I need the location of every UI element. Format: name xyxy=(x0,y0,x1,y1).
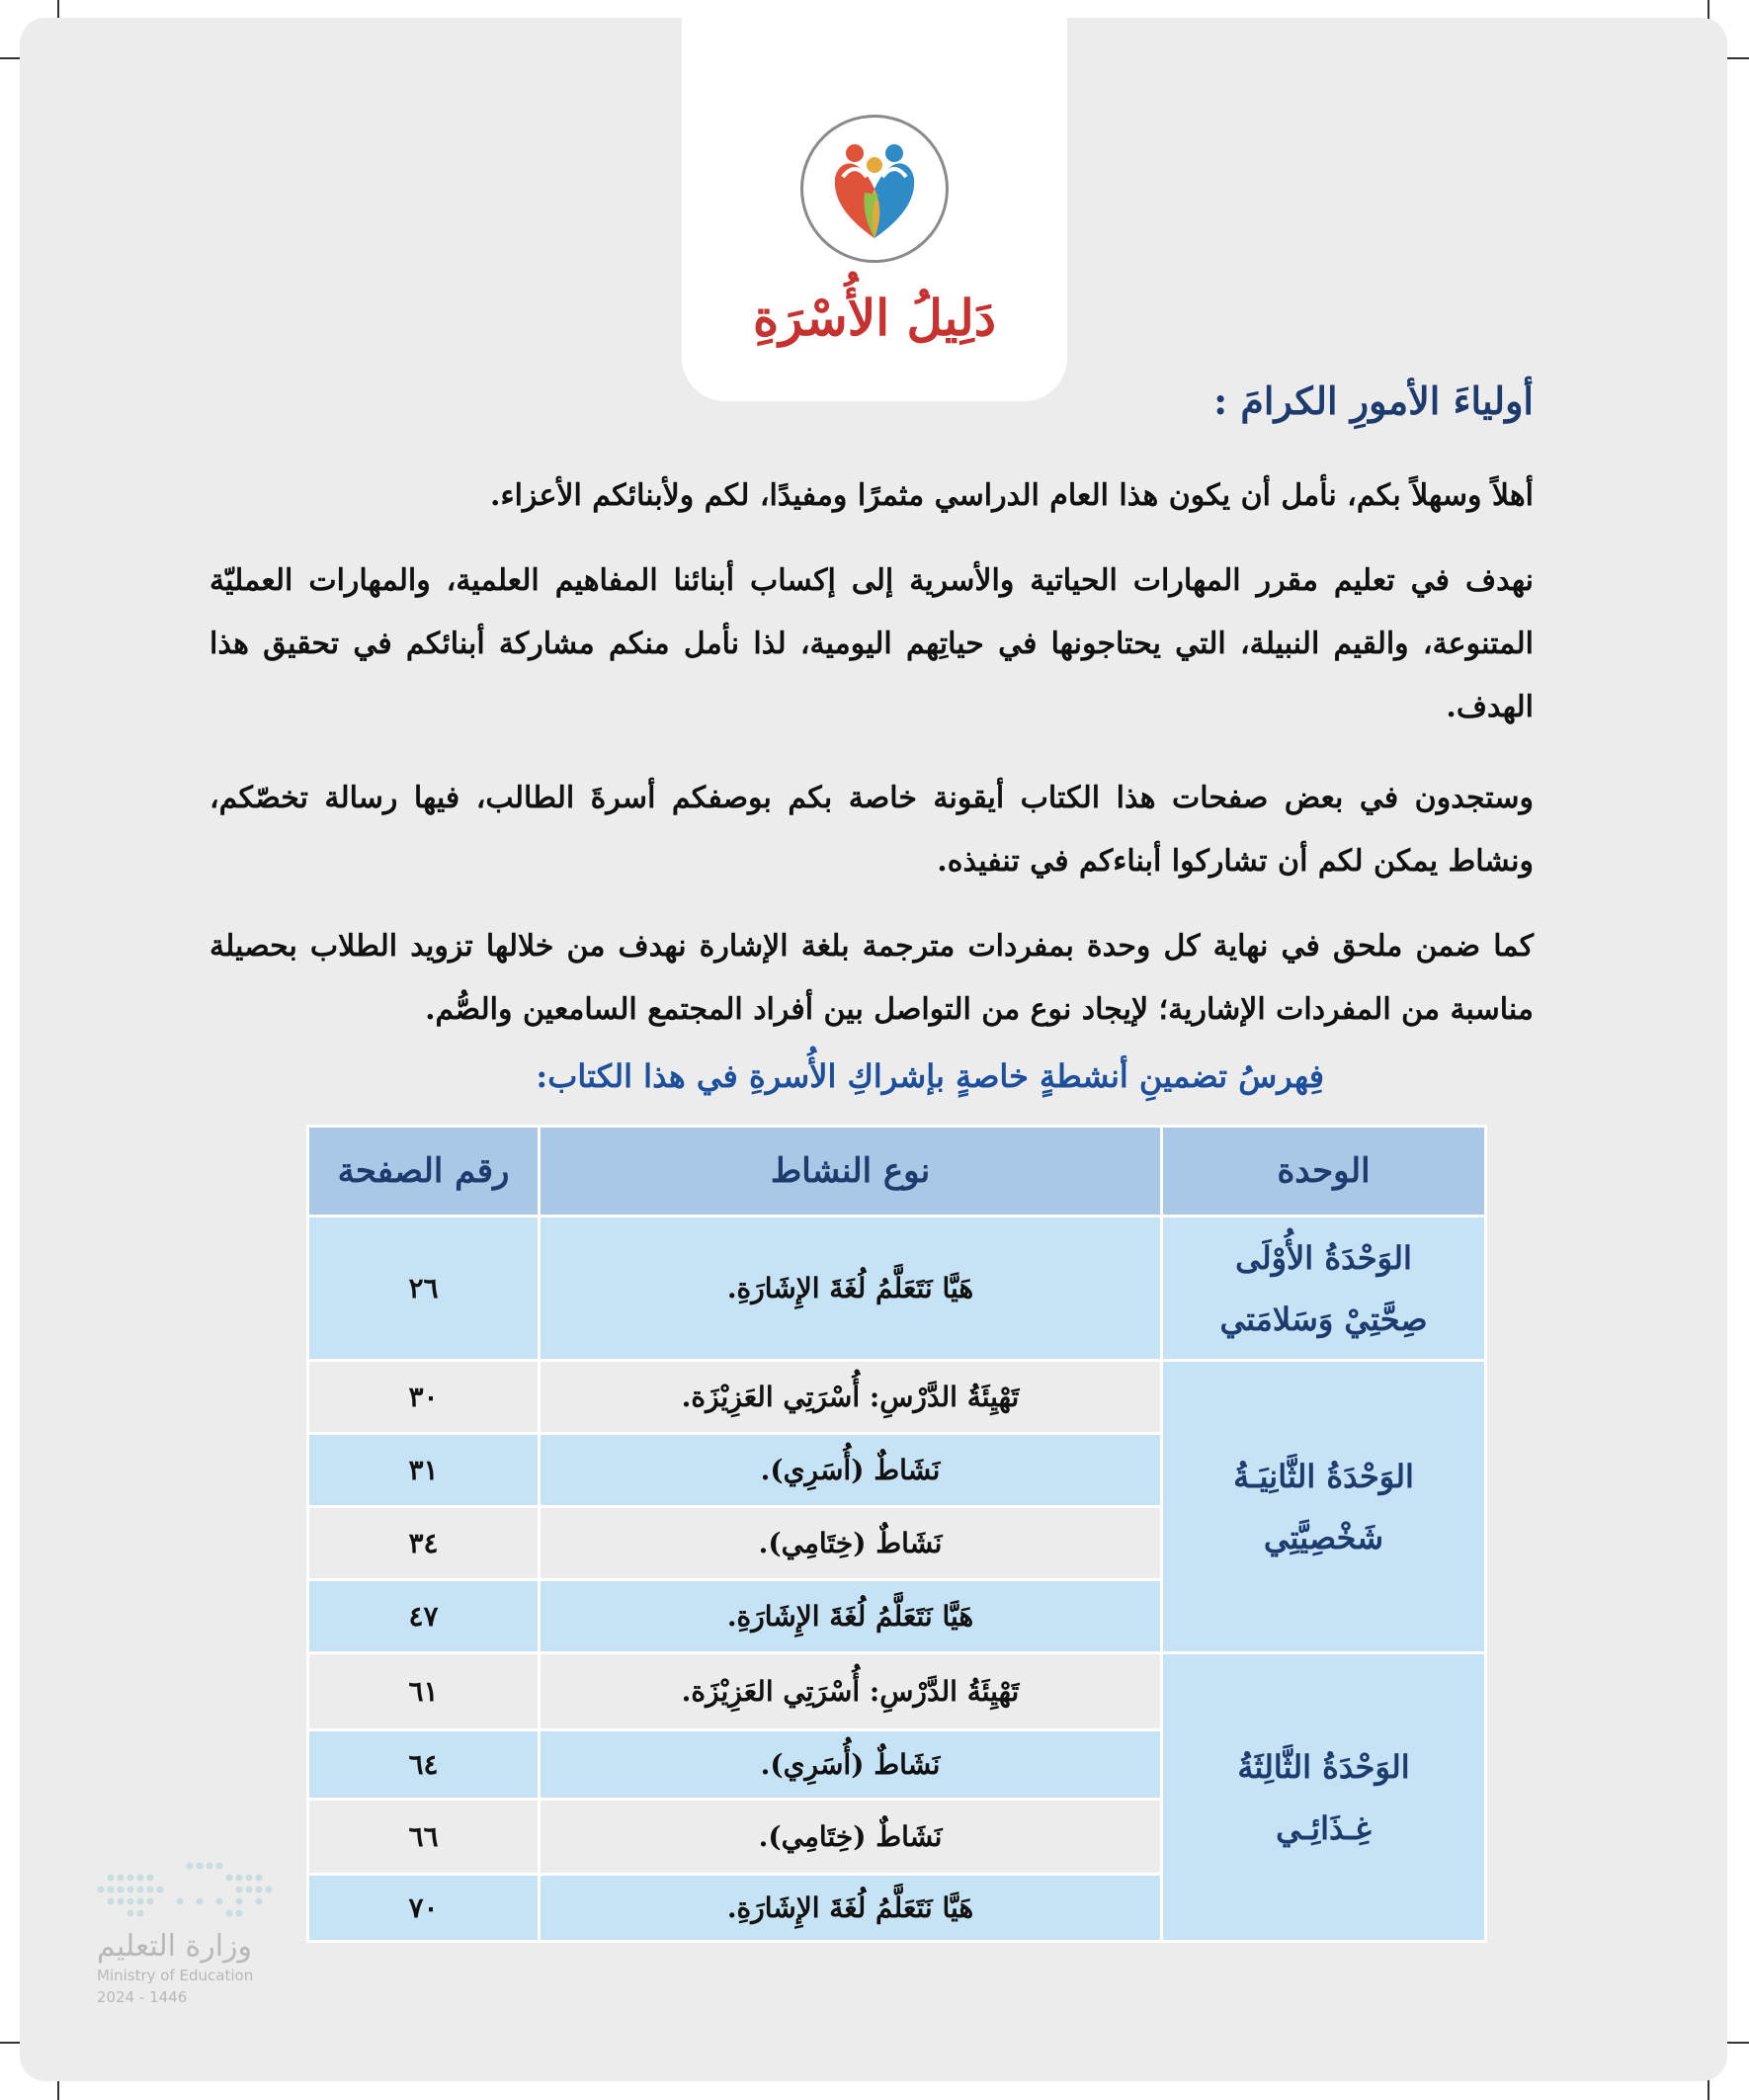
family-heart-logo xyxy=(800,115,949,263)
activity-cell: هَيَّا نَتَعَلَّمُ لُغَةَ الإِشَارَةِ. xyxy=(540,1580,1162,1653)
unit-cell xyxy=(1162,1653,1486,1942)
table-row xyxy=(308,1653,1486,1730)
page-title: دَلِيلُ الأُسْرَةِ xyxy=(753,289,996,347)
activity-cell: نَشَاطٌ (خِتَامِي). xyxy=(540,1800,1162,1875)
ministry-name-english: Ministry of Education xyxy=(97,1967,254,1984)
edition-year: 2024 - 1446 xyxy=(97,1988,188,2006)
letter-paragraph: كما ضمن ملحق في نهاية كل وحدة بمفردات مترجمة بلغة الإشارة نهدف من خلالها تزويد الطلاب بحصيلة مناسبة من المفردات الإشارية؛ لإيجاد نوع من التواصل بين أفراد المجتمع السامعين والصُّم. xyxy=(209,929,1534,1027)
page-number-cell: ٤٧ xyxy=(308,1580,540,1653)
unit-cell xyxy=(1162,1217,1486,1361)
table-row xyxy=(308,1217,1486,1361)
unit-cell xyxy=(1162,1361,1486,1653)
activity-index-table xyxy=(306,1125,1487,1943)
column-header: الوحدة xyxy=(1162,1127,1486,1217)
page-number-cell: ٦١ xyxy=(308,1653,540,1730)
activity-cell: نَشَاطٌ (أُسَرِي). xyxy=(540,1730,1162,1800)
page-number-cell: ٦٦ xyxy=(308,1800,540,1875)
page-number-cell: ٢٦ xyxy=(308,1217,540,1361)
unit-subtitle: غِـذَائِـي xyxy=(1276,1808,1372,1847)
letter-paragraph: نهدف في تعليم مقرر المهارات الحياتية والأسرية إلى إكساب أبنائنا المفاهيم العلمية، والمهارات العمليّة المتنوعة، والقيم النبيلة، التي يحتاجونها في حياتِهم اليومية، لذا نأمل منكم مشاركة أبنائكم في تحقيق هذا الهدف. xyxy=(209,563,1534,724)
index-title: فِهرسُ تضمينِ أنشطةٍ خاصةٍ بإشراكِ الأُسرةِ في هذا الكتاب: xyxy=(536,1057,1324,1095)
activity-cell: هَيَّا نَتَعَلَّمُ لُغَةَ الإِشَارَةِ. xyxy=(540,1217,1162,1361)
unit-name: الوَحْدَةُ الثَّالِثَةُ xyxy=(1237,1747,1410,1786)
page-number-cell: ٣١ xyxy=(308,1434,540,1507)
activity-cell: هَيَّا نَتَعَلَّمُ لُغَةَ الإِشَارَةِ. xyxy=(540,1875,1162,1942)
unit-subtitle: صِحَّتِيْ وَسَلامَتي xyxy=(1219,1300,1428,1338)
page-number-cell: ٦٤ xyxy=(308,1730,540,1800)
table-header-row xyxy=(308,1127,1486,1217)
unit-name: الوَحْدَةُ الثَّانِيَـةُ xyxy=(1233,1457,1414,1495)
activity-cell: نَشَاطٌ (أُسَرِي). xyxy=(540,1434,1162,1507)
page-number-cell: ٣٠ xyxy=(308,1361,540,1434)
letter-paragraph: أهلاً وسهلاً بكم، نأمل أن يكون هذا العام الدراسي مثمرًا ومفيدًا، لكم ولأبنائكم الأعزاء. xyxy=(490,478,1534,513)
activity-cell: تَهْيِئَةُ الدَّرْسِ: أُسْرَتِي العَزِيْزَة. xyxy=(540,1653,1162,1730)
column-header: نوع النشاط xyxy=(540,1127,1162,1217)
letter-greeting: أولياءَ الأمورِ الكرامَ : xyxy=(1213,378,1534,423)
ministry-logo-dots xyxy=(91,1858,279,1917)
column-header: رقم الصفحة xyxy=(308,1127,540,1217)
activity-cell: تَهْيِئَةُ الدَّرْسِ: أُسْرَتِي العَزِيْزَة. xyxy=(540,1361,1162,1434)
unit-name: الوَحْدَةُ الأُوْلَى xyxy=(1235,1238,1412,1277)
activity-cell: نَشَاطٌ (خِتَامِي). xyxy=(540,1507,1162,1580)
ministry-name-arabic: وزارة التعليم xyxy=(97,1929,253,1964)
page-number-cell: ٧٠ xyxy=(308,1875,540,1942)
letter-paragraph: وستجدون في بعض صفحات هذا الكتاب أيقونة خاصة بكم بوصفكم أسرةَ الطالب، فيها رسالة تخصّكم، ونشاط يمكن لكم أن تشاركوا أبناءكم في تنفيذه. xyxy=(209,781,1534,879)
table-row xyxy=(308,1361,1486,1434)
unit-subtitle: شَخْصِيَّتِي xyxy=(1263,1518,1384,1556)
page-number-cell: ٣٤ xyxy=(308,1507,540,1580)
